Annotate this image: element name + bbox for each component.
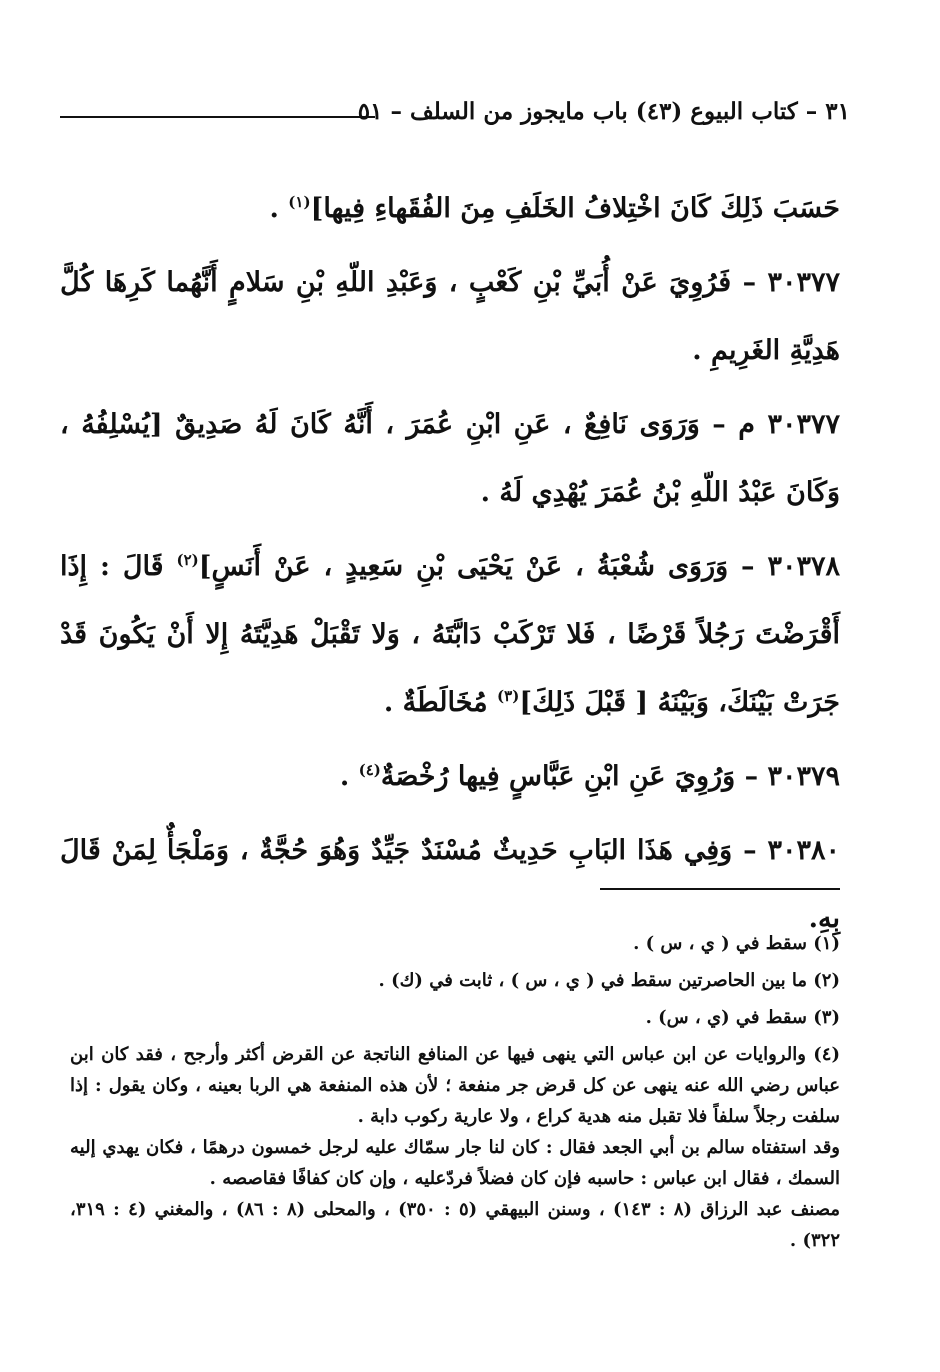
header-rule: [60, 116, 375, 118]
header-title: ٣١ – كتاب البيوع (٤٣) باب مايجوز من السلف – ٥١: [357, 98, 850, 125]
footnote-ref: (٣): [497, 687, 520, 705]
main-text: [60, 175, 840, 953]
footnote-3: (٣) سقط في (ي ، س) .: [645, 1007, 840, 1028]
paragraph-text-after: مُخَالَطَةٌ .: [383, 687, 498, 718]
paragraph-text: ٣٠٣٨٠ – وَفِي هَذَا البَابِ حَدِيثٌ مُسْنَدٌ جَيِّدٌ وَهُوَ حُجَّةٌ ، وَمَلْجَأٌ لِمَنْ قَالَ بِهِ.: [60, 835, 840, 934]
footnote-ref: (١): [288, 193, 311, 211]
paragraph-30378: [60, 533, 840, 737]
paragraph-30379: [60, 743, 840, 811]
footnote-1: (١) سقط في ( ي ، س ) .: [633, 933, 840, 954]
footnote-separator: [600, 888, 840, 890]
paragraph-30377m: [60, 391, 840, 527]
footnote-4: (٤) والروايات عن ابن عباس التي ينهى فيها عن المنافع الناتجة عن القرض أكثر وأرجح ، فقد كان ابن عباس رضي الله عنه ينهى عن كل قرض جر منفعة ؛ لأن هذه المنفعة هي الربا بعينه ، وكان يقول : إذا سلفت رجلاً سلفاً فلا تقبل منه هدية كراع ، ولا عارية ركوب دابة .: [70, 1044, 840, 1127]
paragraph-text-after: .: [269, 193, 289, 224]
paragraph-text: ٣٠٣٧٩ – وَرُوِيَ عَنِ ابْنِ عَبَّاسٍ فِيها رُخْصَةٌ: [380, 761, 840, 792]
footnote-2: (٢) ما بين الحاصرتين سقط في ( ي ، س ) ، ثابت في (ك) .: [378, 970, 840, 991]
paragraph-text: ٣٠٣٧٧ – فَرُوِيَ عَنْ أُبَيِّ بْنِ كَعْبٍ ، وَعَبْدِ اللّهِ بْنِ سَلامٍ أَنَّهُما كَرِهَا كُلَّ هَدِيَّةِ الغَرِيمِ .: [60, 267, 840, 366]
paragraph-text: حَسَبَ ذَلِكَ كَانَ اخْتِلافُ الخَلَفِ مِنَ الفُقَهاءِ فِيها]: [310, 193, 840, 224]
running-header: [60, 98, 850, 134]
paragraph-text-after: قَالَ : إِذَا أَقْرَضْتَ رَجُلاً قَرْضًا ، فَلا تَرْكَبْ دَابَّتَهُ ، وَلا تَقْبَلْ هَدِيَّتَهُ إِلا أَنْ يَكُونَ قَدْ جَرَتْ بَيْنَكَ، وَبَيْنَهُ [ قَبْلَ ذَلِكَ]: [60, 551, 840, 718]
paragraph-text: ٣٠٣٧٨ – وَرَوَى شُعْبَةُ ، عَنْ يَحْيَى بْنِ سَعِيدٍ ، عَنْ أَنَسٍ]: [198, 551, 840, 582]
footnote-ref: (٤): [358, 761, 381, 779]
paragraph-30377: [60, 249, 840, 385]
footnote-4-sources: مصنف عبد الرزاق (٨ : ١٤٣) ، وسنن البيهقي (٥ : ٣٥٠) ، والمحلى (٨ : ٨٦) ، والمغني (٤ : ٣١٩، ٣٢٢) .: [70, 1199, 841, 1251]
paragraph-text-after: .: [339, 761, 359, 792]
footnote-4-continued: وقد استفتاه سالم بن أبي الجعد فقال : كان لنا جار سمّاك عليه لرجل خمسون درهمًا ، فكان يهدي إليه السمك ، فقال ابن عباس : حاسبه فإن كان فضلاً فردّعليه ، وإن كان كفافًا فقاصصه .: [70, 1137, 840, 1189]
paragraph-text: ٣٠٣٧٧ م – وَرَوَى نَافِعٌ ، عَنِ ابْنِ عُمَرَ ، أَنَّهُ كَانَ لَهُ صَدِيقٌ [يُسْلِفُهُ ، وَكَانَ عَبْدُ اللّهِ بْنُ عُمَرَ يُهْدِي لَهُ .: [60, 409, 840, 508]
paragraph-continuation: [60, 175, 840, 243]
footnote-ref: (٢): [176, 551, 199, 569]
footnotes: [70, 928, 840, 1256]
